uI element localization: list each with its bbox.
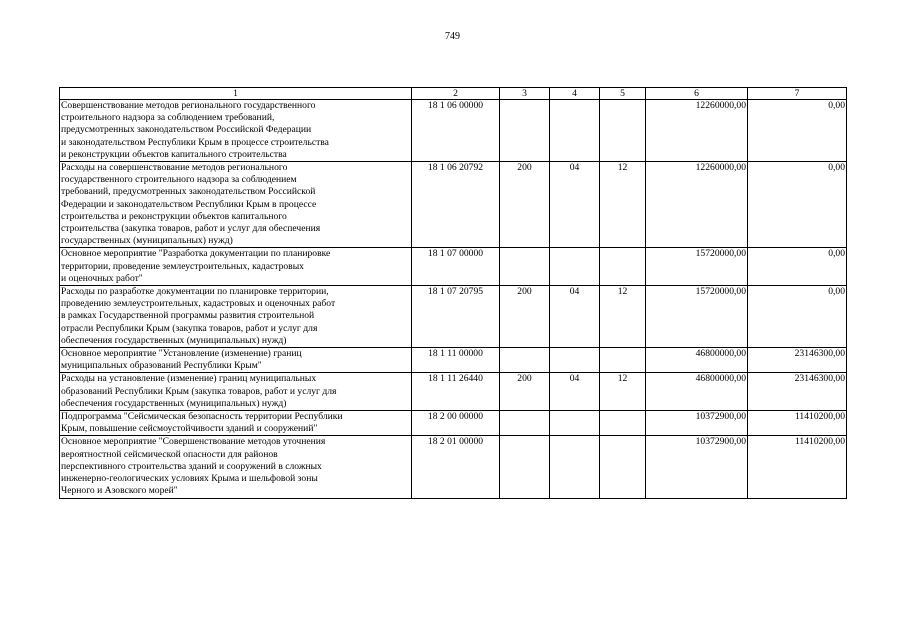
table-row	[60, 248, 847, 286]
table-row	[60, 286, 847, 348]
row-sum-year-2: 0,00	[748, 286, 847, 348]
row-expense-type	[500, 348, 550, 373]
row-sum-year-1: 12260000,00	[646, 100, 748, 162]
row-section: 04	[550, 162, 600, 248]
row-sum-year-2: 11410200,00	[748, 411, 847, 436]
row-expense-type	[500, 100, 550, 162]
column-header-sum-year-1: 6	[646, 88, 748, 100]
row-name: Совершенствование методов регионального государственного строительного надзора за соблюдением требований, предусмотренных законодательством Российской Федерации и законодательством Республики Крым в процессе строительства и реконструкции объектов капитального строительства	[60, 100, 412, 162]
row-target-article: 18 1 07 00000	[412, 248, 500, 286]
row-expense-type	[500, 248, 550, 286]
row-subsection	[600, 248, 646, 286]
row-section	[550, 248, 600, 286]
page-number: 749	[445, 31, 460, 42]
row-target-article: 18 1 06 00000	[412, 100, 500, 162]
row-sum-year-2: 23146300,00	[748, 373, 847, 411]
row-sum-year-2: 0,00	[748, 100, 847, 162]
table-row	[60, 411, 847, 436]
row-subsection	[600, 436, 646, 498]
row-expense-type: 200	[500, 286, 550, 348]
row-subsection: 12	[600, 162, 646, 248]
row-sum-year-1: 10372900,00	[646, 436, 748, 498]
column-header-name: 1	[60, 88, 412, 100]
row-subsection: 12	[600, 373, 646, 411]
row-section	[550, 348, 600, 373]
row-name: Основное мероприятие "Совершенствование методов уточнения вероятностной сейсмической опасности для районов перспективного строительства зданий и сооружений в сложных инженерно-геологических условиях Крыма и шельфовой зоны Черного и Азовского морей"	[60, 436, 412, 498]
row-subsection: 12	[600, 286, 646, 348]
row-sum-year-1: 15720000,00	[646, 286, 748, 348]
row-sum-year-2: 0,00	[748, 248, 847, 286]
row-name: Основное мероприятие "Установление (изменение) границ муниципальных образований Республики Крым"	[60, 348, 412, 373]
row-sum-year-1: 15720000,00	[646, 248, 748, 286]
row-section: 04	[550, 286, 600, 348]
row-subsection	[600, 411, 646, 436]
table-row	[60, 436, 847, 498]
row-expense-type	[500, 411, 550, 436]
row-name: Расходы на установление (изменение) границ муниципальных образований Республики Крым (закупка товаров, работ и услуг для обеспечения государственных (муниципальных) нужд)	[60, 373, 412, 411]
row-target-article: 18 1 06 20792	[412, 162, 500, 248]
table-row	[60, 100, 847, 162]
row-name: Расходы на совершенствование методов регионального государственного строительного надзора за соблюдением требований, предусмотренных законодательством Российской Федерации и законодательством Республики Крым в процессе строительства и реконструкции объектов капитального строительства (закупка товаров, работ и услуг для обеспечения государственных (муниципальных) нужд)	[60, 162, 412, 248]
row-target-article: 18 2 00 00000	[412, 411, 500, 436]
row-section: 04	[550, 373, 600, 411]
row-sum-year-1: 12260000,00	[646, 162, 748, 248]
column-header-section: 4	[550, 88, 600, 100]
row-sum-year-1: 10372900,00	[646, 411, 748, 436]
budget-table	[59, 87, 847, 499]
column-header-subsection: 5	[600, 88, 646, 100]
row-name: Расходы по разработке документации по планировке территории, проведению землеустроительных, кадастровых и оценочных работ в рамках Государственной программы развития строительной отрасли Республики Крым (закупка товаров, работ и услуг для обеспечения государственных (муниципальных) нужд)	[60, 286, 412, 348]
row-sum-year-2: 23146300,00	[748, 348, 847, 373]
row-sum-year-1: 46800000,00	[646, 348, 748, 373]
row-section	[550, 411, 600, 436]
row-name: Основное мероприятие "Разработка документации по планировке территории, проведение землеустроительных, кадастровых и оценочных работ"	[60, 248, 412, 286]
row-name: Подпрограмма "Сейсмическая безопасность территории Республики Крым, повышение сейсмоустойчивости зданий и сооружений"	[60, 411, 412, 436]
column-header-target-article: 2	[412, 88, 500, 100]
row-target-article: 18 1 11 00000	[412, 348, 500, 373]
row-section	[550, 436, 600, 498]
row-expense-type: 200	[500, 162, 550, 248]
column-header-expense-type: 3	[500, 88, 550, 100]
row-target-article: 18 1 11 26440	[412, 373, 500, 411]
table-row	[60, 373, 847, 411]
row-subsection	[600, 348, 646, 373]
table-row	[60, 348, 847, 373]
row-subsection	[600, 100, 646, 162]
row-section	[550, 100, 600, 162]
row-sum-year-2: 0,00	[748, 162, 847, 248]
row-target-article: 18 1 07 20795	[412, 286, 500, 348]
row-expense-type: 200	[500, 373, 550, 411]
table-row	[60, 162, 847, 248]
row-sum-year-1: 46800000,00	[646, 373, 748, 411]
row-expense-type	[500, 436, 550, 498]
column-header-sum-year-2: 7	[748, 88, 847, 100]
row-sum-year-2: 11410200,00	[748, 436, 847, 498]
row-target-article: 18 2 01 00000	[412, 436, 500, 498]
table-header-row	[60, 88, 847, 100]
